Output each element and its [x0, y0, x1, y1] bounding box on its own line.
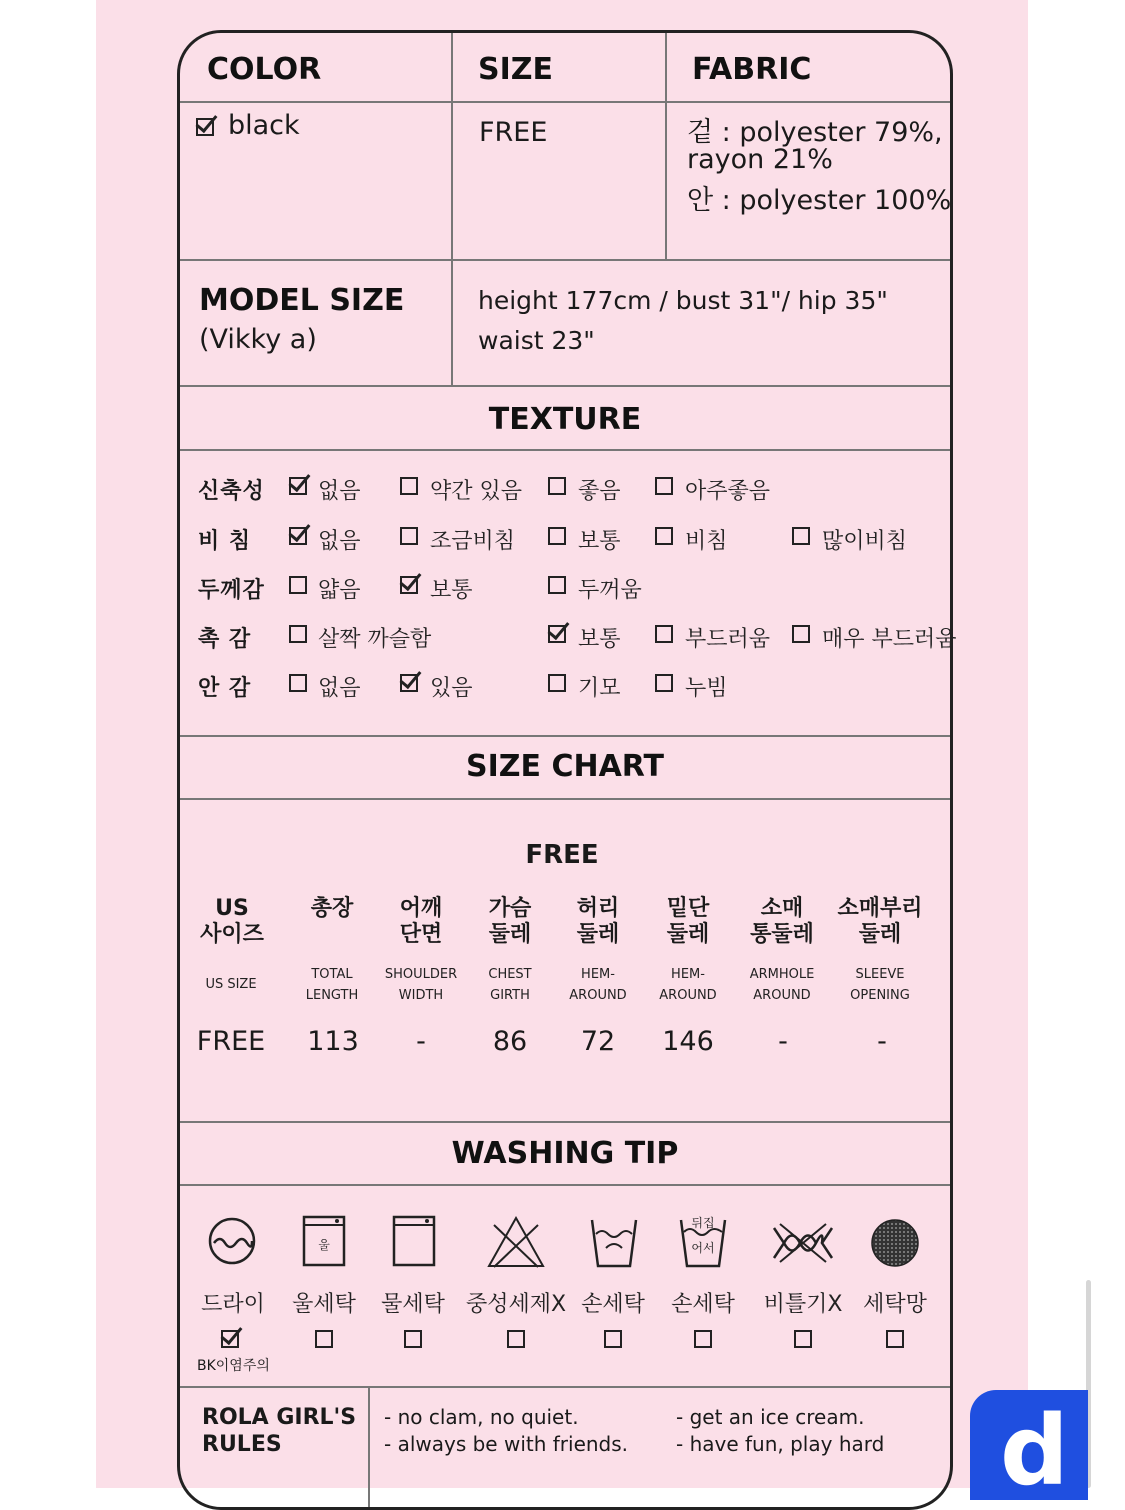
washing-checkbox[interactable] — [221, 1330, 239, 1348]
size-value-cell: - — [416, 1026, 426, 1057]
size-column-en: US SIZE — [205, 977, 257, 992]
size-column-header: US 사이즈 — [200, 896, 264, 947]
texture-checkbox[interactable] — [548, 625, 566, 643]
divider — [180, 1386, 950, 1388]
size-column-en: TOTAL LENGTH — [305, 967, 359, 1003]
rules-left: - no clam, no quiet. - always be with friends. — [384, 1405, 629, 1456]
rules-title: ROLA GIRL'S RULES — [202, 1405, 357, 1457]
model-size-title: MODEL SIZE — [199, 283, 405, 318]
texture-checkbox[interactable] — [548, 674, 566, 692]
divider — [180, 101, 950, 103]
washing-label: 물세탁 — [381, 1292, 445, 1317]
washing-label: 비틀기X — [763, 1292, 843, 1317]
size-header: SIZE — [478, 52, 554, 87]
texture-title: TEXTURE — [488, 402, 642, 437]
laundry-net-icon — [870, 1218, 920, 1268]
size-name: FREE — [525, 840, 599, 870]
washing-label: 손세탁 — [581, 1292, 645, 1317]
size-column-header: 밑단 둘레 — [666, 896, 710, 947]
machine-wash-icon — [392, 1215, 436, 1267]
size-column-header: 소매 통둘레 — [750, 896, 814, 947]
divider — [180, 385, 950, 387]
texture-option: 얇음 — [318, 578, 361, 603]
texture-option: 부드러움 — [685, 627, 771, 652]
washing-label: 드라이 — [201, 1292, 265, 1317]
washing-label: 손세탁 — [671, 1292, 735, 1317]
texture-row-label: 두께감 — [198, 578, 265, 603]
size-value-cell: 86 — [492, 1026, 528, 1057]
texture-checkbox[interactable] — [289, 477, 307, 495]
size-value-cell: - — [877, 1026, 887, 1057]
texture-option: 보통 — [430, 578, 473, 603]
texture-checkbox[interactable] — [400, 477, 418, 495]
texture-checkbox[interactable] — [655, 527, 673, 545]
texture-checkbox[interactable] — [548, 576, 566, 594]
size-value-cell: 72 — [580, 1026, 616, 1057]
texture-option: 약간 있음 — [430, 479, 523, 504]
texture-option: 기모 — [578, 676, 621, 701]
hand-wash-icon-text: 어서 — [691, 1241, 715, 1255]
color-header: COLOR — [207, 52, 322, 87]
texture-option: 없음 — [318, 529, 361, 554]
texture-option: 매우 부드러움 — [822, 627, 957, 652]
washing-label: 울세탁 — [292, 1292, 356, 1317]
size-column-en: ARMHOLE AROUND — [749, 967, 815, 1003]
texture-option: 누빔 — [685, 676, 728, 701]
texture-row-label: 신축성 — [198, 479, 265, 504]
texture-checkbox[interactable] — [792, 527, 810, 545]
size-column-header: 허리 둘레 — [576, 896, 620, 947]
texture-checkbox[interactable] — [655, 625, 673, 643]
texture-checkbox[interactable] — [400, 674, 418, 692]
model-waist: waist 23" — [478, 326, 595, 355]
washing-checkbox[interactable] — [604, 1330, 622, 1348]
texture-option: 비침 — [685, 529, 728, 554]
texture-checkbox[interactable] — [548, 477, 566, 495]
wool-wash-icon-text: 울 — [318, 1238, 330, 1252]
texture-option: 살짝 까슬함 — [318, 627, 432, 652]
hand-wash-inside-out-icon — [678, 1212, 728, 1268]
washing-checkbox[interactable] — [404, 1330, 422, 1348]
washing-checkbox[interactable] — [694, 1330, 712, 1348]
divider — [665, 33, 667, 259]
dry-clean-icon — [206, 1215, 258, 1267]
texture-option: 아주좋음 — [685, 479, 771, 504]
size-column-header: 소매부리 둘레 — [837, 896, 923, 947]
size-value-cell: 146 — [662, 1026, 714, 1057]
fabric-line: 겉 : polyester 79%, — [687, 117, 943, 148]
texture-row-label: 안 감 — [198, 676, 252, 701]
texture-row-label: 촉 감 — [198, 627, 252, 652]
size-column-en: SHOULDER WIDTH — [384, 967, 458, 1003]
color-checkbox[interactable] — [196, 118, 214, 136]
hand-wash-icon — [590, 1218, 638, 1268]
texture-checkbox[interactable] — [289, 674, 307, 692]
size-column-en: SLEEVE OPENING — [850, 967, 910, 1003]
size-chart-title: SIZE CHART — [465, 749, 665, 784]
divider — [368, 1386, 370, 1510]
no-bleach-icon — [486, 1215, 546, 1269]
texture-checkbox[interactable] — [655, 477, 673, 495]
size-value: FREE — [479, 117, 548, 148]
washing-label: 세탁망 — [863, 1292, 927, 1317]
fabric-header: FABRIC — [692, 52, 812, 87]
washing-checkbox[interactable] — [886, 1330, 904, 1348]
divider — [180, 449, 950, 451]
size-value-cell: 113 — [307, 1026, 359, 1057]
model-measurements: height 177cm / bust 31"/ hip 35" — [478, 286, 888, 315]
model-name: (Vikky a) — [199, 324, 317, 355]
texture-option: 많이비침 — [822, 529, 908, 554]
size-column-en: HEM- AROUND — [569, 967, 627, 1003]
washing-checkbox[interactable] — [315, 1330, 333, 1348]
divider — [180, 259, 950, 261]
fabric-line: rayon 21% — [687, 144, 833, 175]
texture-option: 보통 — [578, 627, 621, 652]
texture-checkbox[interactable] — [400, 576, 418, 594]
texture-option: 없음 — [318, 479, 361, 504]
texture-row-label: 비 침 — [198, 529, 252, 554]
size-value-cell: FREE — [196, 1026, 266, 1057]
texture-checkbox[interactable] — [400, 527, 418, 545]
washing-note: BK이염주의 — [197, 1358, 270, 1374]
wool-wash-icon — [302, 1215, 346, 1267]
fabric-line: 안 : polyester 100% — [687, 185, 952, 216]
texture-option: 좋음 — [578, 479, 621, 504]
texture-checkbox[interactable] — [792, 625, 810, 643]
texture-checkbox[interactable] — [289, 625, 307, 643]
color-value: black — [228, 110, 300, 141]
hand-wash-icon-text: 뒤집 — [691, 1216, 715, 1230]
size-column-en: CHEST GIRTH — [488, 967, 532, 1003]
divider — [451, 33, 453, 259]
washing-tip-title: WASHING TIP — [451, 1136, 679, 1171]
texture-checkbox[interactable] — [548, 527, 566, 545]
divider — [451, 259, 453, 385]
texture-option: 두꺼움 — [578, 578, 642, 603]
divider — [180, 1184, 950, 1186]
no-wring-icon — [770, 1220, 836, 1266]
texture-option: 보통 — [578, 529, 621, 554]
divider — [180, 1121, 950, 1123]
size-column-header: 어깨 단면 — [399, 896, 443, 947]
washing-checkbox[interactable] — [507, 1330, 525, 1348]
size-column-header: 총장 — [310, 896, 354, 921]
app-badge-letter: d — [1000, 1395, 1069, 1507]
texture-option: 있음 — [430, 676, 473, 701]
washing-checkbox[interactable] — [794, 1330, 812, 1348]
rules-right: - get an ice cream. - have fun, play hard — [676, 1405, 885, 1456]
texture-option: 없음 — [318, 676, 361, 701]
texture-checkbox[interactable] — [655, 674, 673, 692]
washing-label: 중성세제X — [465, 1292, 567, 1317]
size-value-cell: - — [778, 1026, 788, 1057]
size-column-header: 가슴 둘레 — [488, 896, 532, 947]
texture-option: 조금비침 — [430, 529, 516, 554]
texture-checkbox[interactable] — [289, 527, 307, 545]
size-column-en: HEM- AROUND — [659, 967, 717, 1003]
divider — [180, 798, 950, 800]
divider — [180, 735, 950, 737]
texture-checkbox[interactable] — [289, 576, 307, 594]
